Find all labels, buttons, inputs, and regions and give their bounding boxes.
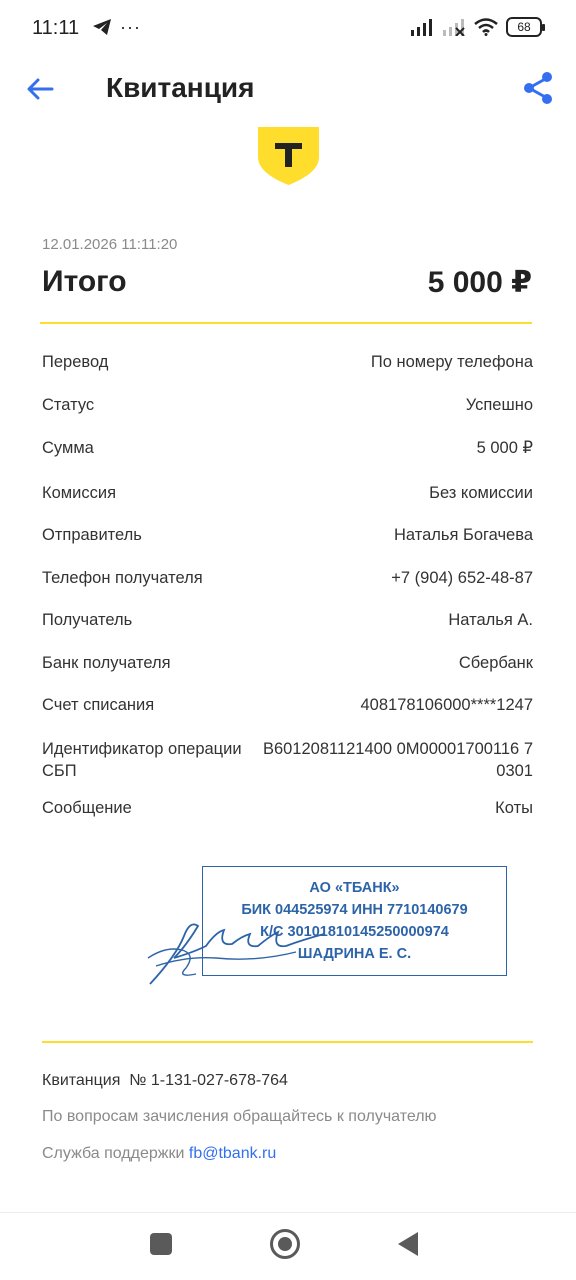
detail-value: По номеру телефона — [370, 353, 533, 371]
support-line — [42, 1145, 542, 1163]
back-arrow-icon[interactable] — [24, 72, 58, 106]
receipt-number-label: Квитанция — [42, 1072, 121, 1089]
detail-value: 408178106000****1247 — [360, 696, 533, 714]
detail-row-sender — [42, 524, 533, 546]
detail-row-amount — [42, 437, 533, 459]
detail-row-recipient-bank — [42, 652, 533, 674]
detail-row-message — [42, 797, 533, 819]
detail-value: B6012081121400 0M00001700116 70301 — [262, 740, 533, 780]
system-back-button[interactable] — [398, 1232, 418, 1256]
detail-label: Сообщение — [42, 799, 132, 817]
detail-label: Перевод — [42, 353, 109, 371]
detail-value: Коты — [495, 799, 533, 817]
system-nav-bar — [0, 1212, 576, 1280]
status-time: 11:11 — [32, 17, 80, 39]
total-row — [42, 262, 532, 302]
detail-label: Счет списания — [42, 696, 155, 714]
telegram-icon — [92, 18, 112, 36]
detail-label: Отправитель — [42, 526, 142, 544]
detail-label: Идентификатор операции СБП — [42, 740, 242, 780]
detail-value: 5 000 ₽ — [476, 439, 533, 457]
status-bar — [0, 0, 576, 58]
detail-row-transfer — [42, 351, 533, 373]
stamp-line: К/С 30101810145250000974 — [260, 924, 449, 940]
signal-icon — [410, 18, 434, 36]
detail-value: +7 (904) 652-48-87 — [391, 569, 533, 587]
receipt-datetime: 12.01.2026 11:11:20 — [42, 236, 178, 253]
more-notifications-icon: ··· — [120, 17, 141, 37]
detail-value: Наталья А. — [448, 611, 533, 629]
detail-value: Наталья Богачева — [393, 526, 533, 544]
stamp-line: ШАДРИНА Е. С. — [297, 946, 412, 962]
detail-row-sbp-id — [42, 738, 533, 782]
detail-value: Без комиссии — [429, 484, 533, 502]
detail-label: Банк получателя — [42, 654, 171, 672]
total-label: Итого — [42, 265, 127, 298]
share-icon[interactable] — [520, 70, 556, 106]
detail-row-recipient — [42, 609, 533, 631]
detail-value: Сбербанк — [458, 654, 533, 672]
detail-row-commission — [42, 482, 533, 504]
battery-icon: 68 — [506, 17, 542, 37]
home-button[interactable] — [270, 1229, 300, 1259]
signal-off-icon — [442, 18, 466, 36]
detail-label: Сумма — [42, 439, 94, 457]
wifi-icon — [474, 18, 498, 36]
app-toolbar — [0, 58, 576, 120]
support-email-link[interactable]: fb@tbank.ru — [188, 1145, 277, 1162]
detail-row-recipient-phone — [42, 567, 533, 589]
detail-value: Успешно — [465, 396, 533, 414]
divider — [42, 1041, 533, 1043]
stamp-line: БИК 044525974 ИНН 7710140679 — [241, 902, 468, 918]
page-title: Квитанция — [106, 72, 255, 103]
total-value: 5 000 ₽ — [427, 265, 532, 299]
tbank-logo-icon — [258, 127, 319, 185]
recipient-question-text: По вопросам зачисления обращайтесь к получателю — [42, 1108, 437, 1125]
recent-apps-button[interactable] — [150, 1233, 172, 1255]
signature-image — [146, 906, 326, 988]
detail-label: Получатель — [42, 611, 133, 629]
detail-row-status — [42, 394, 533, 416]
receipt-number: № 1-131-027-678-764 — [129, 1072, 288, 1089]
stamp-line: АО «ТБАНК» — [309, 880, 400, 896]
divider — [40, 322, 532, 324]
detail-label: Статус — [42, 396, 95, 414]
detail-label: Комиссия — [42, 484, 117, 502]
detail-label: Телефон получателя — [42, 569, 203, 587]
support-label: Служба поддержки — [42, 1145, 185, 1162]
detail-row-debit-account — [42, 694, 533, 716]
receipt-number-line — [42, 1072, 542, 1090]
